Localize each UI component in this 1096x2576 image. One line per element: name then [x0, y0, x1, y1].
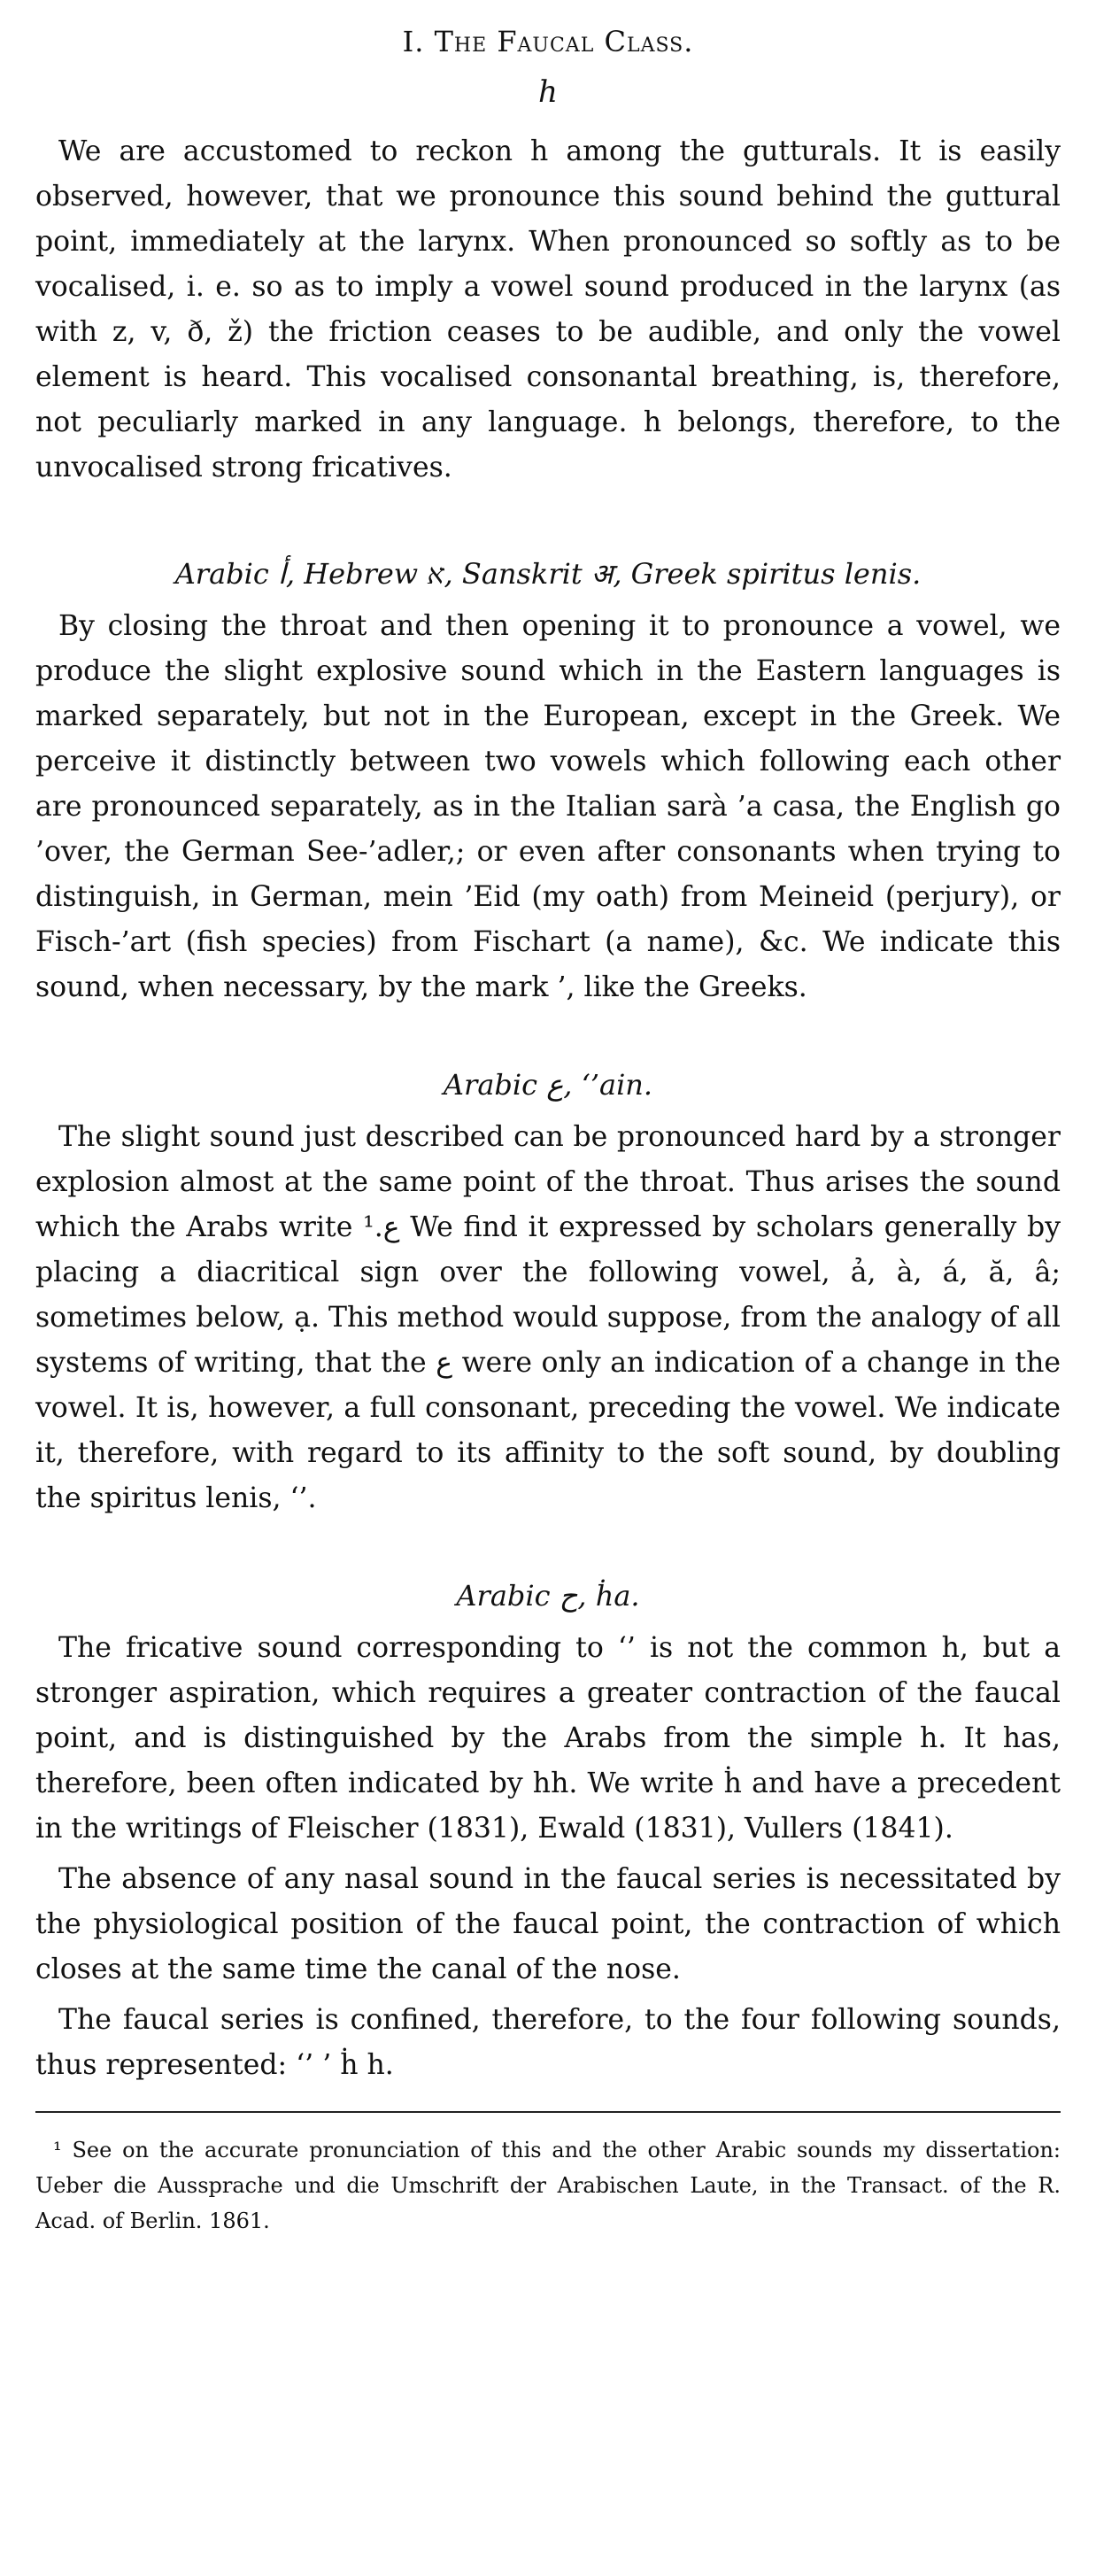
- section-title: [35, 25, 1061, 58]
- paragraph-ha: The fricative sound corresponding to ‘’ is not the common h, but a stronger aspiration, which requires a greater contraction of the faucal point, and is distinguished by the Arabs from the simple h. It has, therefore, been often indicated by hh. We write ḣ and have a precedent in the writings of Fleischer (1831), Ewald (1831), Vullers (1841).: [35, 1632, 1061, 1845]
- subheading-ha: Arabic ح, ḣa.: [456, 1579, 640, 1613]
- section-numeral: I.: [402, 25, 425, 58]
- paragraph-ain: The slight sound just described can be pronounced hard by a stronger explosion almost at the same point of the throat. Thus arises the sound which the Arabs write ع.¹ We find it expressed by scholars generally by placing a diacritical sign over the following vowel, ả, à, á, ă, â; sometimes below, ạ. This method would suppose, from the analogy of all systems of writing, that the ع were only an indication of a change in the vowel. It is, however, a full consonant, preceding the vowel. We indicate it, therefore, with regard to its affinity to the soft sound, by doubling the spiritus lenis, ‘’.: [35, 1121, 1061, 1514]
- paragraph-summary: The faucal series is confined, therefore, to the four following sounds, thus represented: ‘’ ’ ḣ h.: [35, 2004, 1061, 2081]
- spacer: [35, 491, 1061, 553]
- paragraph-nasal: The absence of any nasal sound in the faucal series is necessitated by the physiological position of the faucal point, the contraction of which closes at the same time the canal of the nose.: [35, 1863, 1061, 1985]
- page: [35, 25, 1061, 2239]
- spacer: [35, 1521, 1061, 1574]
- subheading-ain: Arabic ع, ‘’ain.: [443, 1068, 653, 1102]
- paragraph-h-intro: We are accustomed to reckon h among the gutturals. It is easily observed, however, that we pronounce this sound behind the guttural point, immediately at the larynx. When pronounced so softly as to be vocalised, i. e. so as to imply a vowel sound produced in the larynx (as with z, v, ð, ž) the friction ceases to be audible, and only the vowel element is heard. This vocalised consonantal breathing, is, therefore, not peculiarly marked in any language. h belongs, therefore, to the unvocalised strong fricatives.: [35, 135, 1061, 483]
- paragraph-spiritus: By closing the throat and then opening it to pronounce a vowel, we produce the slight explosive sound which in the Eastern languages is marked separately, but not in the European, except in the Greek. We perceive it distinctly between two vowels which following each other are pronounced separately, as in the Italian sarà ’a casa, the English go ’over, the German See-’adler,; or even after consonants when trying to distinguish, in German, mein ’Eid (my oath) from Meineid (perjury), or Fisch-’art (fish species) from Fischart (a name), &c. We indicate this sound, when necessary, by the mark ’, like the Greeks.: [35, 610, 1061, 1003]
- footnote: ¹ See on the accurate pronunciation of this and the other Arabic sounds my dissertation: Ueber die Aussprache und die Umschrift der Arabischen Laute, in the Transact. of the R. Acad. of Berlin. 1861.: [35, 2138, 1061, 2233]
- section-title-text: The Faucal Class.: [434, 25, 694, 58]
- footnote-divider: [35, 2111, 1061, 2113]
- subheading-spiritus: Arabic أ, Hebrew א, Sanskrit अ, Greek spiritus lenis.: [174, 557, 922, 591]
- spacer: [35, 1010, 1061, 1064]
- letter-heading: h: [538, 74, 558, 110]
